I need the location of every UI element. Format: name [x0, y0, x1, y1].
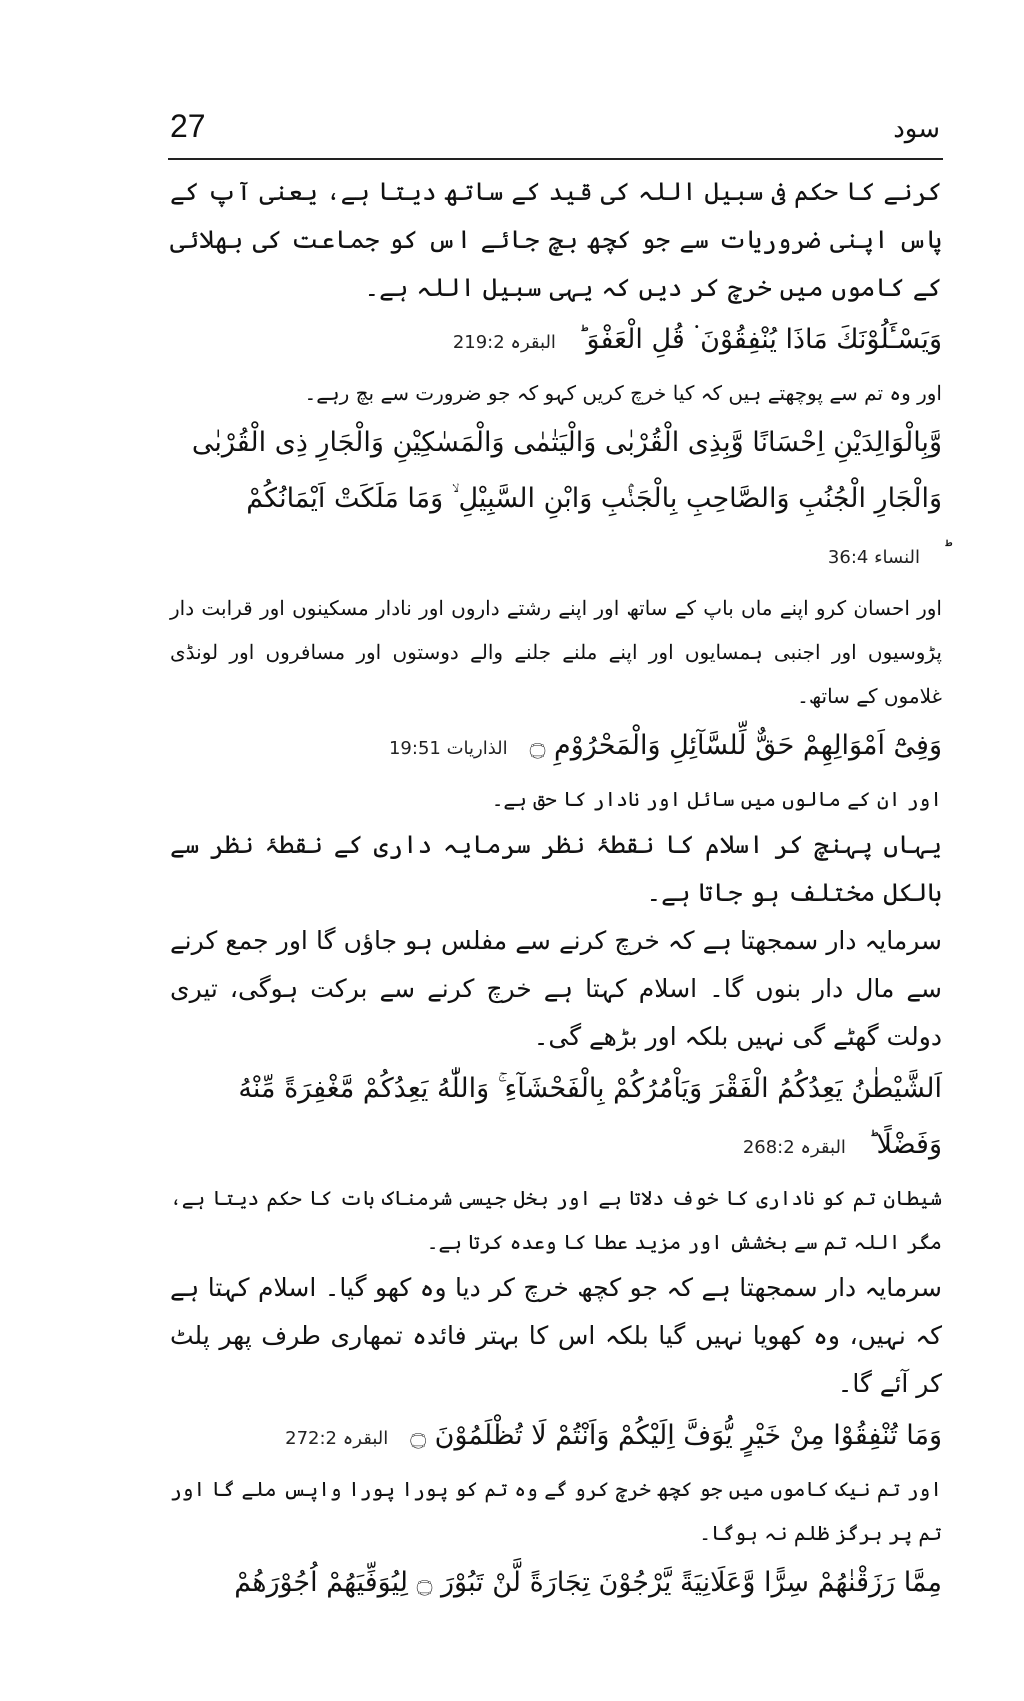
- verse-translation: شیطان تم کو ناداری کا خوف دلاتا ہے اور بخل جیسی شرمناک بات کا حکم دیتا ہے، مگر اللہ تم سے بخشش اور مزید عطا کا وعدہ کرتا ہے۔: [170, 1186, 942, 1254]
- quran-verse: وَيَسْـَٔلُوْنَكَ مَاذَا يُنْفِقُوْنَ ۬ قُلِ الْعَفْوَ ؕالبقرہ 219:2: [452, 324, 942, 355]
- verse-translation: اور وہ تم سے پوچھتے ہیں کہ کیا خرچ کریں کہو کہ جو ضرورت سے بچ رہے۔: [304, 381, 942, 405]
- quran-verse: وَمَا تُنْفِقُوْا مِنْ خَيْرٍ يُّوَفَّ اِلَيْكُمْ وَاَنْتُمْ لَا تُظْلَمُوْنَ ۝البقرہ 272:2: [285, 1420, 942, 1451]
- body-paragraph: سرمایہ دار سمجھتا ہے کہ جو کچھ خرچ کر دیا وہ کھو گیا۔ اسلام کہتا ہے کہ نہیں، وہ کھویا نہیں گیا بلکہ اس کا بہتر فائدہ تمھاری طرف پھر پلٹ کر آئے گا۔: [170, 1273, 942, 1398]
- page-header: [170, 100, 940, 160]
- quran-verse: وَّبِالْوَالِدَيْنِ اِحْسَانًا وَّبِذِی الْقُرْبٰى وَالْيَتٰمٰى وَالْمَسٰكِيْنِ وَالْجَارِ ذِی الْقُرْبٰى وَالْجَارِ الْجُنُبِ وَالصَّاحِبِ بِالْجَنْۢبِ وَابْنِ السَّبِيْلِ ۙ وَمَا مَلَكَتْ اَيْمَانُكُمْ النساء 36:4: [191, 427, 942, 568]
- verse-translation: اور تم نیک کاموں میں جو کچھ خرچ کرو گے وہ تم کو پورا پورا واپس ملے گا اور تم پر ہرگز ظلم نہ ہوگا۔: [170, 1477, 942, 1545]
- header-rule: [168, 158, 943, 160]
- verse-translation: اور ان کے مالوں میں سائل اور نادار کا حق ہے۔: [491, 787, 942, 811]
- running-title: سود: [893, 114, 940, 144]
- quran-verse: مِمَّا رَزَقْنٰهُمْ سِرًّا وَّعَلَانِيَةً يَّرْجُوْنَ تِجَارَةً لَّنْ تَبُوْرَ ۝ لِيُوَفِّيَهُمْ اُجُوْرَهُمْ: [234, 1567, 942, 1598]
- verse-reference: الذاریات 19:51: [388, 738, 508, 759]
- page-body: [170, 168, 942, 1611]
- verse-reference: البقرہ 272:2: [285, 1428, 389, 1449]
- page-number: 27: [170, 108, 206, 144]
- verse-reference: البقرہ 268:2: [742, 1137, 846, 1158]
- verse-reference: البقرہ 219:2: [452, 332, 556, 353]
- verse-reference: النساء 36:4: [827, 547, 920, 568]
- quran-verse: اَلشَّيْطٰنُ يَعِدُكُمُ الْفَقْرَ وَيَاْمُرُكُمْ بِالْفَحْشَآءِ ۚ وَاللّٰهُ يَعِدُكُمْ مَّغْفِرَةً مِّنْهُ وَفَضْلًا ؕالبقرہ 268:2: [238, 1073, 942, 1160]
- verse-translation: اور احسان کرو اپنے ماں باپ کے ساتھ اور اپنے رشتے داروں اور نادار مسکینوں اور قرابت دار پڑوسیوں اور اجنبی ہمسایوں اور اپنے ملنے جلنے والے دوستوں اور مسافروں اور لونڈی غلاموں کے ساتھ۔: [170, 596, 943, 708]
- body-paragraph: سرمایہ دار سمجھتا ہے کہ خرچ کرنے سے مفلس ہو جاؤں گا اور جمع کرنے سے مال دار بنوں گا۔ اسلام کہتا ہے خرچ کرنے سے برکت ہوگی، تیری دولت گھٹے گی نہیں بلکہ اور بڑھے گی۔: [170, 926, 942, 1051]
- body-paragraph: یہاں پہنچ کر اسلام کا نقطۂ نظر سرمایہ داری کے نقطۂ نظر سے بالکل مختلف ہو جاتا ہے۔: [170, 830, 942, 907]
- quran-verse: وَفِیْٓ اَمْوَالِهِمْ حَقٌّ لِّلسَّآئِلِ وَالْمَحْرُوْمِ ۝الذاریات 19:51: [388, 730, 942, 761]
- body-paragraph: کرنے کا حکم فی سبیل اللہ کی قید کے ساتھ دیتا ہے، یعنی آپ کے پاس اپنی ضروریات سے جو کچھ بچ جائے اس کو جماعت کی بھلائی کے کاموں میں خرچ کر دیں کہ یہی سبیل اللہ ہے۔: [170, 177, 942, 302]
